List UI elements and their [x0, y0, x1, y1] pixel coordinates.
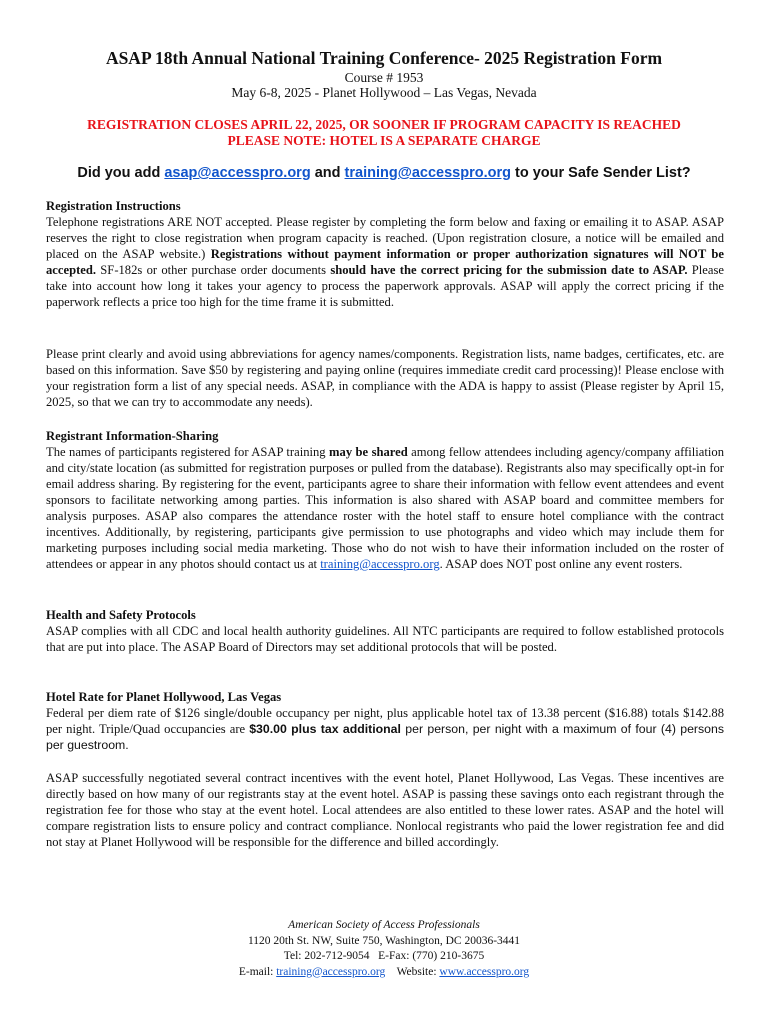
hotel-paragraph-1	[46, 705, 724, 753]
hotel-section	[46, 689, 724, 753]
footer-email-label: E-mail:	[238, 965, 277, 978]
hotel-heading: Hotel Rate for Planet Hollywood, Las Vegas	[46, 690, 282, 704]
safe-sender-question	[0, 165, 768, 181]
hotel-text-c: per person, per night with a maximum of four (4) persons per guestroom.	[46, 722, 724, 752]
registration-text-c: SF-182s or other purchase order documents	[96, 263, 331, 277]
health-heading: Health and Safety Protocols	[46, 608, 196, 622]
sharing-heading: Registrant Information-Sharing	[46, 429, 219, 443]
safe-sender-prefix: Did you add	[77, 165, 165, 181]
dates-location: May 6-8, 2025 - Planet Hollywood – Las Vegas, Nevada	[231, 85, 537, 100]
sharing-section	[46, 428, 724, 572]
registration-deadline-alert: REGISTRATION CLOSES APRIL 22, 2025, OR SOONER IF PROGRAM CAPACITY IS REACHED	[87, 117, 681, 132]
training-email-link[interactable]: training@accesspro.org	[344, 165, 511, 181]
asap-email-link[interactable]: asap@accesspro.org	[164, 165, 311, 181]
registration-text-e: Please take into account how long it takes your agency to process the paperwork approvals. ASAP will apply the correct pricing if the paperwork reflects a price too high for the time frame it is submitted.	[46, 263, 724, 309]
sharing-email-link[interactable]: training@accesspro.org	[320, 557, 440, 571]
footer-address: 1120 20th St. NW, Suite 750, Washington, DC 20036-3441	[247, 934, 521, 947]
registration-text-d: should have the correct pricing for the submission date to ASAP.	[330, 263, 688, 277]
registration-paragraph-2: Please print clearly and avoid using abbreviations for agency names/components. Registration lists, name badges, certificates, etc. are based on this information. Save $50 by registering and paying online (requires immediate credit card processing)! Please enclose with your registration form a list of any special needs. ASAP, in compliance with the ADA is happy to assist (Please register by April 15, 2025, so that we can try to accommodate any needs).	[46, 347, 724, 409]
sharing-text-a: The names of participants registered for ASAP training	[46, 445, 330, 459]
registration-text-a: Telephone registrations ARE NOT accepted. Please register by completing the form below and faxing or emailing it to ASAP. ASAP reserves the right to close registration when program capacity is reached. (Upon registration closure, a notice will be emailed and placed on the ASAP website.)	[46, 215, 724, 261]
footer-phones: Tel: 202-712-9054 E-Fax: (770) 210-3675	[283, 950, 485, 962]
registration-heading: Registration Instructions	[46, 199, 181, 213]
safe-sender-suffix: to your Safe Sender List?	[510, 165, 691, 181]
footer-org: American Society of Access Professionals	[288, 919, 480, 931]
registration-text-b: Registrations without payment information or proper authorization signatures will NOT be accepted.	[46, 247, 724, 277]
registration-section	[46, 198, 724, 310]
footer	[0, 918, 768, 980]
health-section	[46, 607, 724, 655]
hotel-text-a: Federal per diem rate of $126 single/double occupancy per night, plus applicable hotel tax of 13.38 percent ($16.88) totals $142.88 per night. Triple/Quad occupancies are	[46, 706, 724, 736]
registration-paragraph-2-block	[46, 346, 724, 410]
sharing-paragraph	[46, 444, 724, 572]
health-paragraph: ASAP complies with all CDC and local health authority guidelines. All NTC participants are required to follow established protocols that are put into place. The ASAP Board of Directors may set additional protocols that will be posted.	[46, 624, 724, 654]
course-number: Course # 1953	[344, 70, 424, 85]
footer-website-label: Website:	[385, 965, 440, 978]
hotel-text-b: $30.00 plus tax additional	[249, 722, 401, 736]
safe-sender-middle: and	[310, 165, 345, 181]
hotel-paragraph-2-block	[46, 770, 724, 850]
footer-email-link[interactable]: training@accesspro.org	[276, 965, 386, 978]
footer-website-link[interactable]: www.accesspro.org	[439, 965, 530, 978]
registration-paragraph-1	[46, 214, 724, 310]
sharing-text-c: among fellow attendees including agency/company affiliation and city/state location (as submitted for registration purposes or pulled from the database). Registrants also may specifically opt-in for email address sharing. By registering for the event, participants agree to share their information with fellow event attendees and event sponsors to facilitate networking among parties. This information is also shared with ASAP board and committee members for analysis purposes. ASAP also compares the attendance roster with the hotel staff to ensure hotel compliance with the contract incentives. Additionally, by registering, participants give permission to use photographs and video which may include them for marketing purposes including social media marketing. Those who do not wish to have their information included on the roster of attendees or appear in any photos should contact us at	[46, 445, 724, 571]
hotel-charge-alert: PLEASE NOTE: HOTEL IS A SEPARATE CHARGE	[227, 133, 541, 148]
footer-contact	[0, 965, 768, 981]
hotel-paragraph-2: ASAP successfully negotiated several contract incentives with the event hotel, Planet Hollywood, Las Vegas. These incentives are directly based on how many of our registrants stay at the event hotel. ASAP is passing these savings onto each registrant through the registration fee for those who stay at the event hotel. Local attendees are also entitled to these lower rates. ASAP and the hotel will compare registration lists to ensure policy and contract compliance. Nonlocal registrants who paid the lower registration fee and did not stay at Planet Hollywood will be responsible for the difference and billed accordingly.	[46, 771, 724, 849]
sharing-text-d: . ASAP does NOT post online any event rosters.	[439, 557, 683, 571]
sharing-text-b: may be shared	[329, 445, 408, 459]
form-title: ASAP 18th Annual National Training Conference- 2025 Registration Form	[105, 48, 663, 68]
